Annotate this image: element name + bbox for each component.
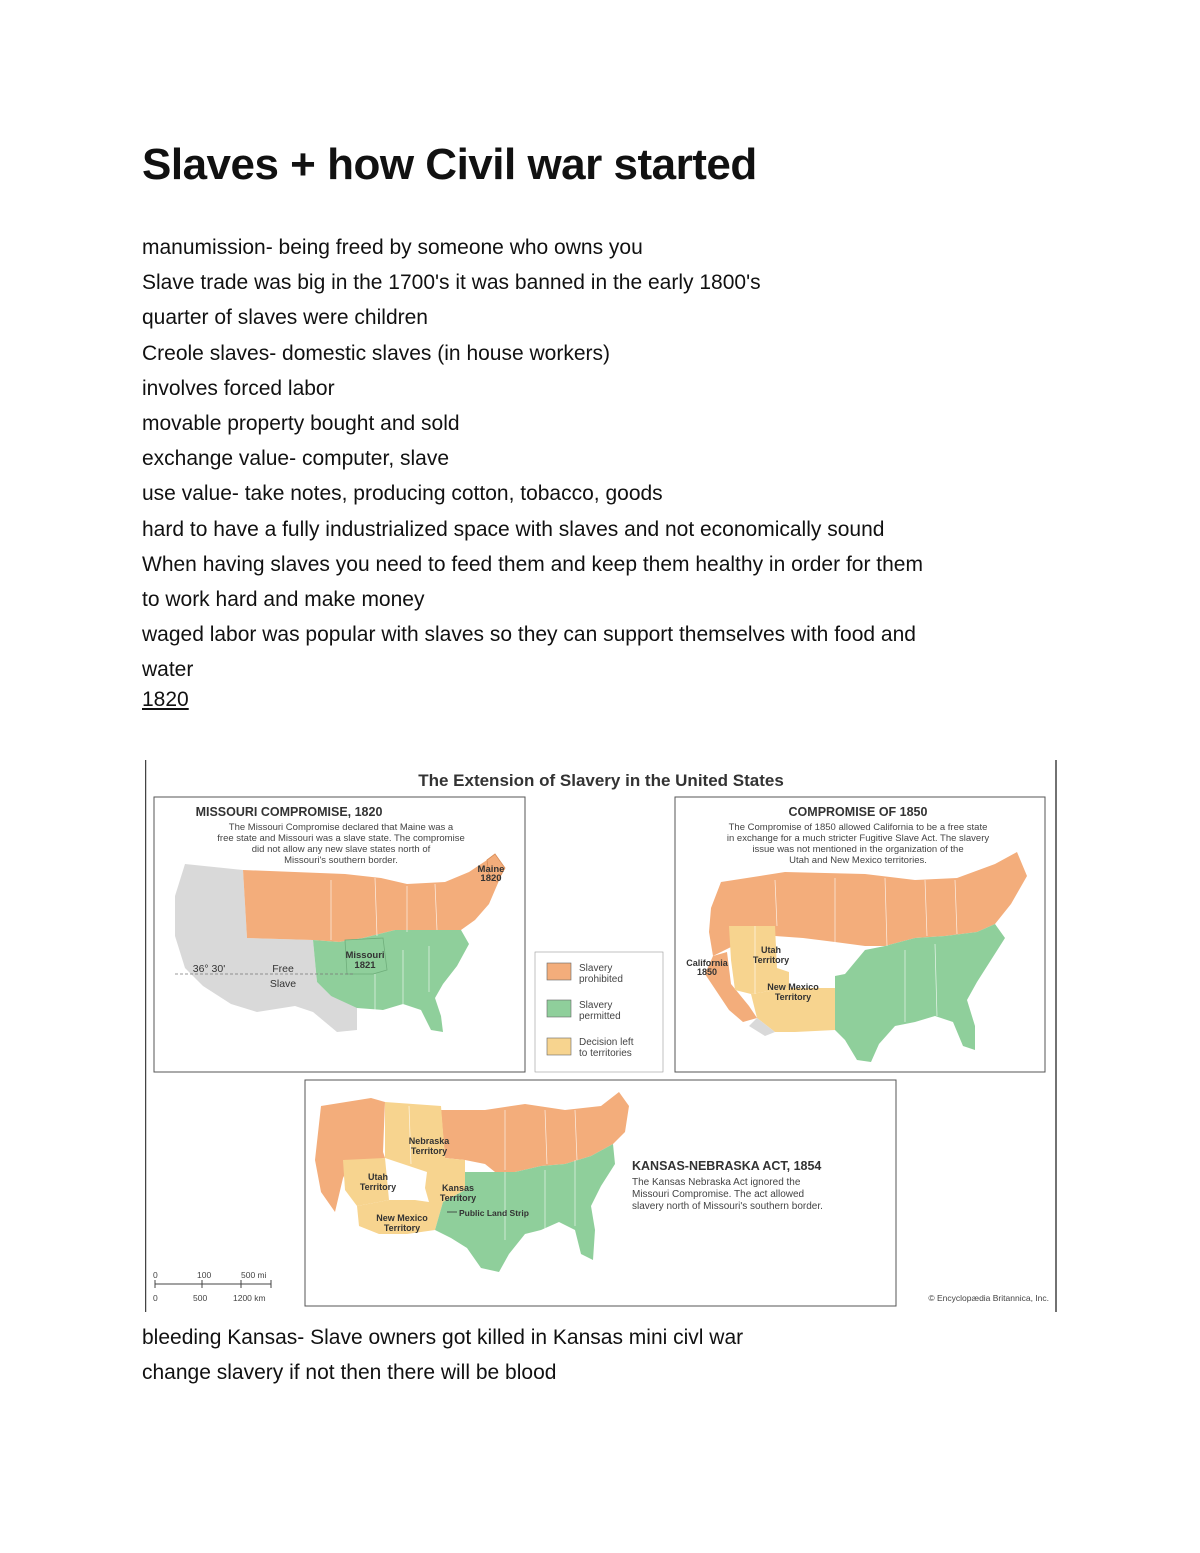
compromise1850-desc-line: in exchange for a much stricter Fugitive Slave Act. The slavery: [726, 833, 990, 844]
legend-label: Slavery: [579, 1000, 613, 1011]
utah-label: Utah: [761, 945, 781, 955]
nebraska-territory-label: Territory: [410, 1146, 448, 1156]
missouri-heading: MISSOURI COMPROMISE, 1820: [195, 805, 383, 819]
scale-km-tick: 1200 km: [233, 1293, 266, 1303]
utah-1854-label: Utah: [368, 1172, 388, 1182]
utah-territory-label: Territory: [752, 955, 790, 965]
kansas-desc-line: Missouri Compromise. The act allowed: [632, 1189, 805, 1200]
note-line: waged labor was popular with slaves so they can support themselves with food and: [142, 623, 916, 647]
missouri-year-label: 1821: [354, 960, 376, 971]
newmexico-label: New Mexico: [767, 982, 819, 992]
missouri-desc-line: The Missouri Compromise declared that Maine was a: [228, 822, 454, 833]
maine-label: Maine: [477, 864, 505, 875]
note-line: water: [142, 658, 194, 682]
note-line: change slavery if not then there will be blood: [142, 1361, 557, 1385]
after-notes-list: [142, 1320, 743, 1390]
note-line: involves forced labor: [142, 376, 335, 400]
note-line: movable property bought and sold: [142, 412, 460, 436]
scale-mi-tick: 100: [197, 1270, 212, 1280]
slave-label: Slave: [269, 978, 297, 990]
legend-label: prohibited: [579, 974, 623, 985]
kansas-label: Kansas: [441, 1183, 475, 1193]
legend-label: Decision left: [579, 1037, 634, 1048]
slavery-map-figure: [145, 760, 1057, 1312]
note-line: quarter of slaves were children: [142, 306, 428, 330]
latitude-label: 36° 30': [192, 963, 226, 975]
legend-swatch-prohibited: [547, 963, 571, 980]
missouri-desc-line: free state and Missouri was a slave state. The compromise: [217, 833, 465, 844]
scale-km-tick: 500: [193, 1293, 208, 1303]
note-line: use value- take notes, producing cotton, tobacco, goods: [142, 482, 663, 506]
utah-1854-territory-label: Territory: [359, 1182, 397, 1192]
free-label: Free: [272, 963, 294, 975]
missouri-desc-line: did not allow any new slave states north of: [251, 844, 431, 855]
legend-swatch-territories: [547, 1038, 571, 1055]
legend-label: Slavery: [579, 963, 613, 974]
missouri-label: Missouri: [345, 950, 385, 961]
note-line: exchange value- computer, slave: [142, 447, 450, 471]
scale-bar: [153, 1270, 271, 1303]
scale-mi-tick: 500 mi: [241, 1270, 267, 1280]
note-line: hard to have a fully industrialized space with slaves and not economically sound: [142, 517, 885, 541]
scale-km-tick: 0: [153, 1293, 158, 1303]
legend-swatch-permitted: [547, 1000, 571, 1017]
newmexico-territory-label: Territory: [774, 992, 812, 1002]
kansas-territory-label: Territory: [439, 1193, 477, 1203]
map-title: The Extension of Slavery in the United States: [418, 771, 784, 790]
note-line: Slave trade was big in the 1700's it was banned in the early 1800's: [142, 271, 761, 295]
kansas-desc-line: The Kansas Nebraska Act ignored the: [632, 1177, 801, 1188]
compromise1850-desc-line: The Compromise of 1850 allowed California to be a free state: [728, 822, 988, 833]
nebraska-label: Nebraska: [408, 1136, 450, 1146]
britannica-credit: © Encyclopædia Britannica, Inc.: [928, 1293, 1049, 1303]
kansas-desc-line: slavery north of Missouri's southern border.: [632, 1201, 823, 1212]
note-line: manumission- being freed by someone who owns you: [142, 236, 643, 259]
california-year-label: 1850: [696, 967, 718, 977]
california-label: California: [686, 958, 728, 968]
note-line: bleeding Kansas- Slave owners got killed in Kansas mini civl war: [142, 1326, 744, 1349]
maine-year-label: 1820: [480, 873, 502, 884]
legend-label: permitted: [579, 1011, 621, 1022]
scale-mi-tick: 0: [153, 1270, 158, 1280]
legend-label: to territories: [579, 1048, 632, 1059]
note-line: to work hard and make money: [142, 588, 425, 612]
year-1820-link[interactable]: 1820: [142, 688, 189, 711]
compromise1850-desc-line: Utah and New Mexico territories.: [789, 855, 927, 866]
page-title: Slaves + how Civil war started: [142, 140, 757, 189]
newmexico-1854-label: New Mexico: [376, 1213, 428, 1223]
compromise1850-heading: COMPROMISE OF 1850: [788, 805, 928, 819]
note-line: Creole slaves- domestic slaves (in house workers): [142, 341, 610, 365]
note-line: When having slaves you need to feed them and keep them healthy in order for them: [142, 552, 923, 576]
kansas-nebraska-heading: KANSAS-NEBRASKA ACT, 1854: [632, 1159, 822, 1173]
compromise1850-desc-line: issue was not mentioned in the organization of the: [752, 844, 964, 855]
notes-list: [142, 230, 1042, 688]
newmexico-1854-territory-label: Territory: [383, 1223, 421, 1233]
missouri-desc-line: Missouri's southern border.: [284, 855, 398, 866]
public-land-strip-label: Public Land Strip: [459, 1208, 529, 1218]
